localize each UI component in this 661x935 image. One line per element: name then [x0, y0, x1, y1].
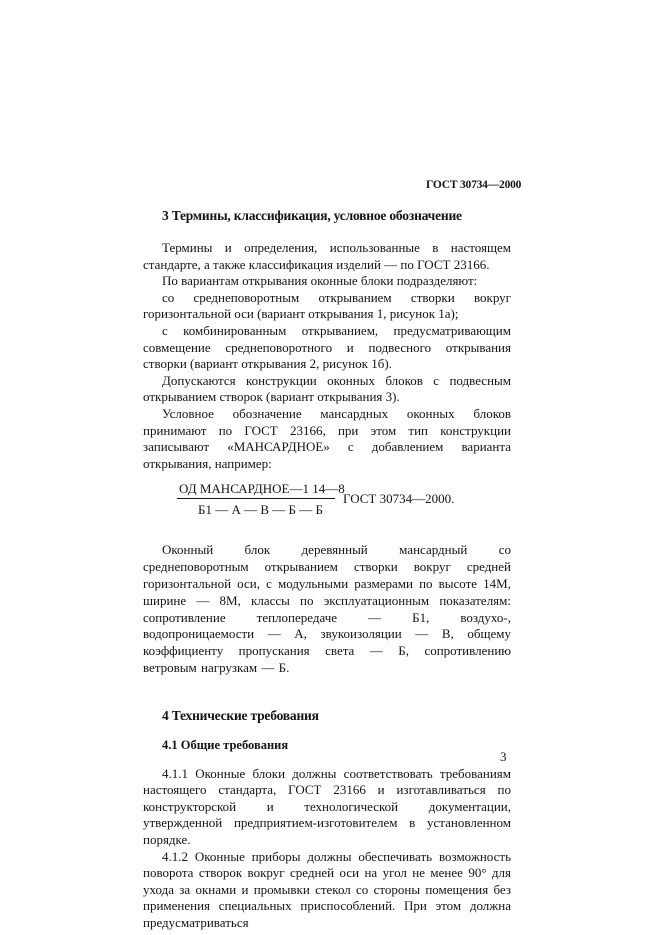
- page-content: [143, 207, 511, 932]
- formula-denominator: Б1 — А — В — Б — Б: [198, 502, 323, 518]
- paragraph: 4.1.1 Оконные блоки должны соответствовать требованиям настоящего стандарта, ГОСТ 23166 и изготавливаться по конструкторской и технологической документации, утвержденной предприятием-изготовителем в установленном порядке.: [143, 765, 511, 848]
- paragraph: Термины и определения, использованные в настоящем стандарте, а также классификация изделий — по ГОСТ 23166.: [143, 240, 511, 272]
- section-3-title: 3 Термины, классификация, условное обозначение: [162, 208, 462, 223]
- page-number: 3: [500, 749, 507, 764]
- paragraph: с комбинированным открыванием, предусматривающим совмещение среднеповоротного и подвесного открывания створки (вариант открывания 2, рисунок 1б).: [143, 322, 511, 372]
- designation-formula: [143, 480, 511, 530]
- standard-code-header: ГОСТ 30734—2000: [426, 179, 522, 191]
- paragraph: По вариантам открывания оконные блоки подразделяют:: [162, 273, 478, 289]
- paragraph: Условное обозначение мансардных оконных блоков принимают по ГОСТ 23166, при этом тип конструкции записывают «МАНСАРДНОЕ» с добавлением варианта открывания, например:: [143, 405, 511, 471]
- formula-reference: ГОСТ 30734—2000.: [343, 491, 455, 507]
- section-4-title: 4 Технические требования: [162, 707, 319, 723]
- formula-numerator: ОД МАНСАРДНОЕ—1 14—8: [179, 481, 345, 497]
- subsection-4-1-title: 4.1 Общие требования: [162, 737, 289, 752]
- paragraph: со среднеповоротным открыванием створки вокруг горизонтальной оси (вариант открывания 1, рисунок 1а);: [143, 289, 511, 322]
- fraction-line: [177, 498, 335, 499]
- paragraph: Допускаются конструкции оконных блоков с подвесным открыванием створок (вариант открывания 3).: [143, 372, 511, 405]
- example-paragraph: Оконный блок деревянный мансардный со среднеповоротным открыванием створки вокруг средней горизонтальной оси, с модульными размерами по высоте 14М, ширине — 8М, классы по эксплуатационным показателям: сопротивление теплопередаче — Б1, воздухо-, водопроницаемости — А, звукоизоляции — В, общему коэффициенту пропускания света — Б, сопротивлению ветровым нагрузкам — Б.: [143, 542, 511, 675]
- paragraph: 4.1.2 Оконные приборы должны обеспечивать возможность поворота створок вокруг средней оси на угол не менее 90° для ухода за окнами и промывки стекол со стороны помещения без применения специальных приспособлений. При этом должна предусматриваться: [143, 848, 511, 931]
